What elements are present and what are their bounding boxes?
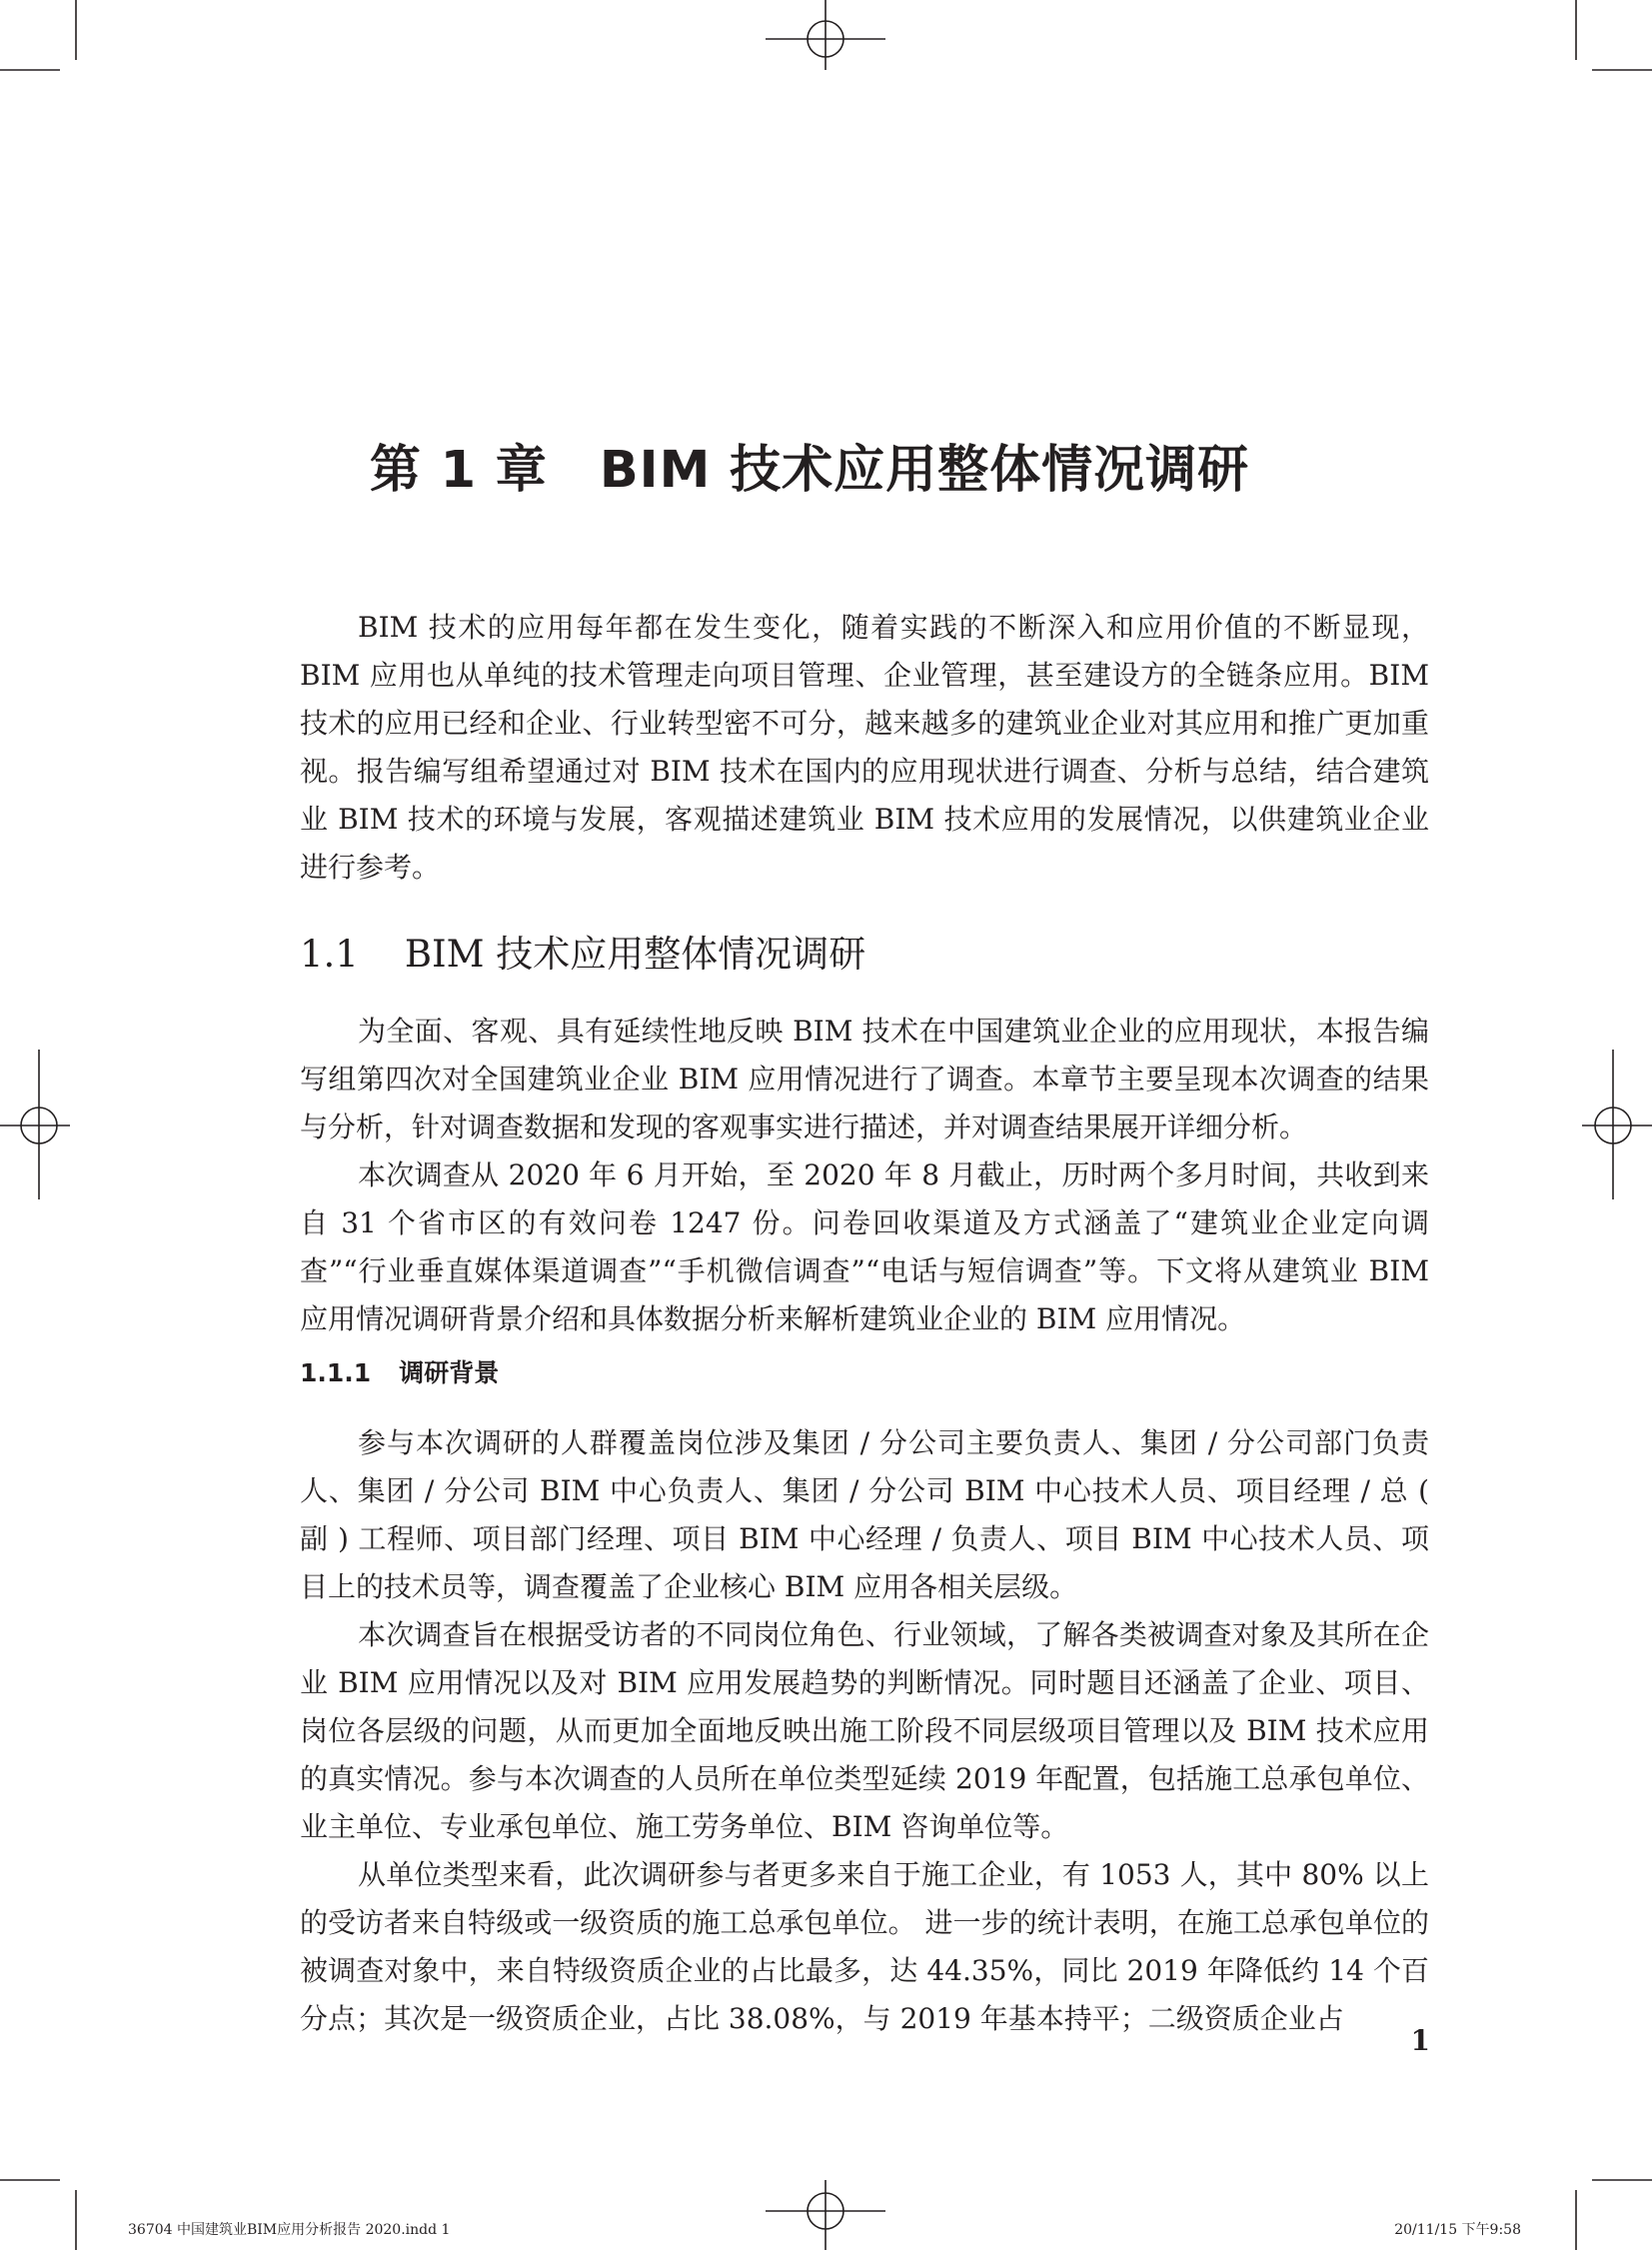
section-body bbox=[300, 1008, 1429, 1343]
chapter-title bbox=[300, 428, 1319, 502]
chapter-number: 第 1 章 bbox=[369, 441, 548, 500]
section-title bbox=[300, 924, 865, 978]
subsection-body bbox=[300, 1419, 1429, 2043]
registration-mark-bottom bbox=[766, 2180, 885, 2250]
registration-mark-left bbox=[0, 1050, 70, 1199]
registration-mark-right bbox=[1582, 1050, 1652, 1199]
page-number: 1 bbox=[1410, 2024, 1430, 2057]
section-number: 1.1 bbox=[300, 933, 359, 976]
subsection-number: 1.1.1 bbox=[300, 1358, 372, 1387]
subsection-paragraph: 参与本次调研的人群覆盖岗位涉及集团 / 分公司主要负责人、集团 / 分公司部门负责人、集团 / 分公司 BIM 中心负责人、集团 / 分公司 BIM 中心技术人员、项目经理 / 总 ( 副 ) 工程师、项目部门经理、项目 BIM 中心经理 / 负责人、项目 BIM 中心技术人员、项目上的技术员等，调查覆盖了企业核心 BIM 应用各相关层级。 bbox=[300, 1426, 1429, 1603]
intro-text bbox=[300, 604, 1429, 892]
section-paragraph: 为全面、客观、具有延续性地反映 BIM 技术在中国建筑业企业的应用现状，本报告编写组第四次对全国建筑业企业 BIM 应用情况进行了调查。本章节主要呈现本次调查的结果与分析，针对调查数据和发现的客观事实进行描述，并对调查结果展开详细分析。 bbox=[300, 1015, 1429, 1143]
subsection-title-text: 调研背景 bbox=[399, 1358, 500, 1387]
subsection-title bbox=[300, 1353, 499, 1389]
slug-file-info: 36704 中国建筑业BIM应用分析报告 2020.indd 1 bbox=[128, 2222, 451, 2238]
subsection-paragraph: 本次调查旨在根据受访者的不同岗位角色、行业领域，了解各类被调查对象及其所在企业 BIM 应用情况以及对 BIM 应用发展趋势的判断情况。同时题目还涵盖了企业、项目、岗位各层级的问题，从而更加全面地反映出施工阶段不同层级项目管理以及 BIM 技术应用的真实情况。参与本次调查的人员所在单位类型延续 2019 年配置，包括施工总承包单位、业主单位、专业承包单位、施工劳务单位、BIM 咨询单位等。 bbox=[300, 1618, 1429, 1843]
registration-mark-top bbox=[766, 0, 885, 70]
section-paragraph: 本次调查从 2020 年 6 月开始，至 2020 年 8 月截止，历时两个多月时间，共收到来自 31 个省市区的有效问卷 1247 份。问卷回收渠道及方式涵盖了“建筑业企业定向调查”“行业垂直媒体渠道调查”“手机微信调查”“电话与短信调查”等。下文将从建筑业 BIM 应用情况调研背景介绍和具体数据分析来解析建筑业企业的 BIM 应用情况。 bbox=[300, 1158, 1429, 1335]
subsection-paragraph: 从单位类型来看，此次调研参与者更多来自于施工企业，有 1053 人，其中 80% 以上的受访者来自特级或一级资质的施工总承包单位。 进一步的统计表明，在施工总承包单位的被调查对象中，来自特级资质企业的占比最多，达 44.35%，同比 2019 年降低约 14 个百分点；其次是一级资质企业，占比 38.08%，与 2019 年基本持平；二级资质企业占 bbox=[300, 1858, 1429, 2035]
intro-paragraph: BIM 技术的应用每年都在发生变化，随着实践的不断深入和应用价值的不断显现，BIM 应用也从单纯的技术管理走向项目管理、企业管理，甚至建设方的全链条应用。BIM 技术的应用已经和企业、行业转型密不可分，越来越多的建筑业企业对其应用和推广更加重视。报告编写组希望通过对 BIM 技术在国内的应用现状进行调查、分析与总结，结合建筑业 BIM 技术的环境与发展，客观描述建筑业 BIM 技术应用的发展情况，以供建筑业企业进行参考。 bbox=[300, 611, 1429, 884]
section-title-text: BIM 技术应用整体情况调研 bbox=[404, 933, 866, 976]
slug-datetime: 20/11/15 下午9:58 bbox=[1394, 2222, 1521, 2238]
chapter-title-text: BIM 技术应用整体情况调研 bbox=[599, 441, 1250, 500]
